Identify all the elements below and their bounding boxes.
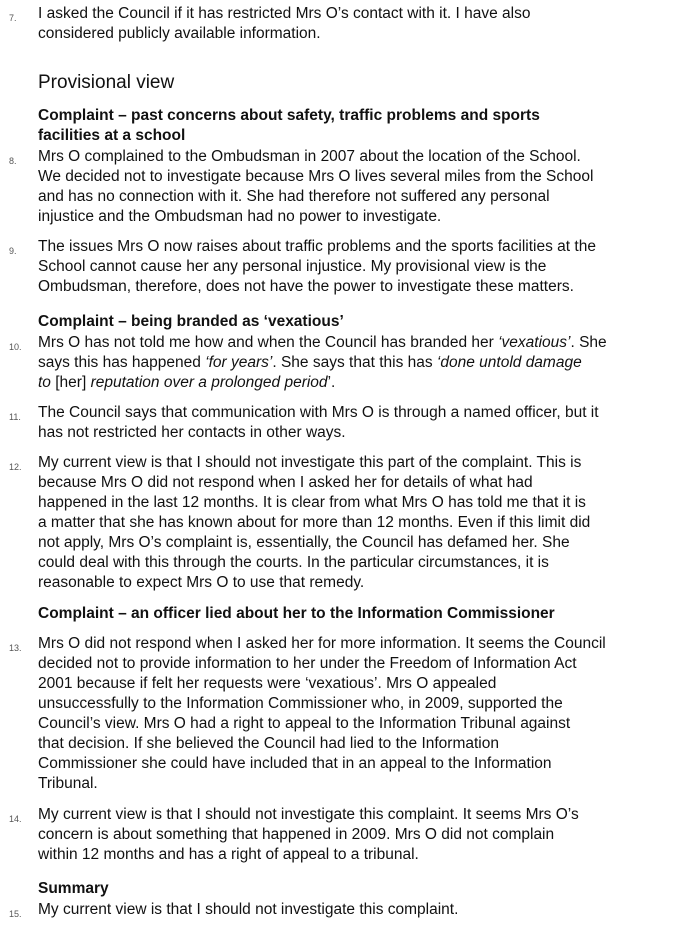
subheading-information-commissioner: Complaint – an officer lied about her to the Information Commissioner [38, 605, 555, 622]
quoted-text: ‘for years’ [205, 354, 273, 371]
quoted-text: ‘vexatious’ [498, 334, 571, 351]
text-line: The Council says that communication with Mrs O is through a named officer, but it [38, 404, 599, 421]
text-line: 2001 because if felt her requests were ‘vexatious’. Mrs O appealed [38, 675, 497, 692]
text-line: We decided not to investigate because Mrs O lives several miles from the School [38, 168, 594, 185]
text-line: that decision. If she believed the Council had lied to the Information [38, 735, 499, 752]
text-line: and has no connection with it. She had therefore not suffered any personal [38, 188, 550, 205]
text-line: decided not to provide information to her under the Freedom of Information Act [38, 655, 577, 672]
paragraph-number: 7. [9, 13, 17, 23]
paragraph-number: 11. [9, 412, 21, 422]
text-line: could deal with this through the courts. In the particular circumstances, it is [38, 554, 549, 571]
text-line: facilities at a school [38, 127, 186, 144]
text-line: injustice and the Ombudsman had no power to investigate. [38, 208, 442, 225]
text-line: Ombudsman, therefore, does not have the power to investigate these matters. [38, 278, 574, 295]
text-line: a matter that she has known about for more than 12 months. Even if this limit did [38, 514, 591, 531]
text-line [38, 333, 678, 353]
text-line: The issues Mrs O now raises about traffic problems and the sports facilities at the [38, 238, 596, 255]
paragraph-10 [38, 333, 678, 393]
paragraph-number: 10. [9, 342, 22, 352]
paragraph-15 [38, 900, 678, 920]
text-run: Mrs O has not told me how and when the Council has branded her [38, 334, 499, 351]
text-line: happened in the last 12 months. It is clear from what Mrs O has told me that it is [38, 494, 586, 511]
paragraph-number: 13. [9, 643, 22, 653]
text-run: [her] [50, 374, 91, 391]
paragraph-number: 8. [9, 156, 17, 166]
paragraph-14 [38, 805, 678, 865]
paragraph-11 [38, 403, 678, 443]
text-line: Tribunal. [38, 775, 98, 792]
text-line: has not restricted her contacts in other ways. [38, 424, 346, 441]
text-line: I asked the Council if it has restricted Mrs O’s contact with it. I have also [38, 5, 531, 22]
subheading-summary: Summary [38, 880, 109, 897]
text-line: not apply, Mrs O’s complaint is, essentially, the Council has defamed her. She [38, 534, 570, 551]
text-line: because Mrs O did not respond when I asked her for details of what had [38, 474, 533, 491]
text-line: within 12 months and has a right of appeal to a tribunal. [38, 846, 419, 863]
text-line: Council’s view. Mrs O had a right to appeal to the Information Tribunal against [38, 715, 571, 732]
text-run: ’. [327, 374, 336, 391]
section-heading: Provisional view [38, 72, 175, 93]
text-line [38, 373, 678, 393]
paragraph-number: 15. [9, 909, 22, 919]
text-line: Mrs O did not respond when I asked her for more information. It seems the Council [38, 635, 606, 652]
text-line: My current view is that I should not investigate this part of the complaint. This is [38, 454, 582, 471]
text-line: considered publicly available information. [38, 25, 321, 42]
text-line: School cannot cause her any personal injustice. My provisional view is the [38, 258, 547, 275]
paragraph-7 [38, 4, 678, 44]
text-line: Mrs O complained to the Ombudsman in 2007 about the location of the School. [38, 148, 581, 165]
text-line: reasonable to expect Mrs O to use that remedy. [38, 574, 365, 591]
text-run: . She [570, 334, 607, 351]
paragraph-number: 9. [9, 246, 17, 256]
text-line: unsuccessfully to the Information Commissioner who, in 2009, supported the [38, 695, 563, 712]
paragraph-12 [38, 453, 678, 593]
text-line: My current view is that I should not investigate this complaint. [38, 901, 459, 918]
paragraph-8 [38, 147, 678, 227]
text-line [38, 353, 678, 373]
quoted-text: reputation over a prolonged period [90, 374, 328, 391]
subheading-past-concerns [38, 106, 658, 146]
quoted-text: to [38, 374, 51, 391]
text-line: Complaint – past concerns about safety, traffic problems and sports [38, 107, 540, 124]
text-run: says this has happened [38, 354, 206, 371]
subheading-vexatious: Complaint – being branded as ‘vexatious’ [38, 313, 344, 330]
text-line: Commissioner she could have included that in an appeal to the Information [38, 755, 552, 772]
paragraph-13 [38, 634, 678, 794]
paragraph-9 [38, 237, 678, 297]
text-line: My current view is that I should not investigate this complaint. It seems Mrs O’s [38, 806, 579, 823]
text-line: concern is about something that happened in 2009. Mrs O did not complain [38, 826, 555, 843]
text-run: . She says that this has [272, 354, 437, 371]
quoted-text: ‘done untold damage [436, 354, 582, 371]
paragraph-number: 14. [9, 814, 22, 824]
paragraph-number: 12. [9, 462, 22, 472]
